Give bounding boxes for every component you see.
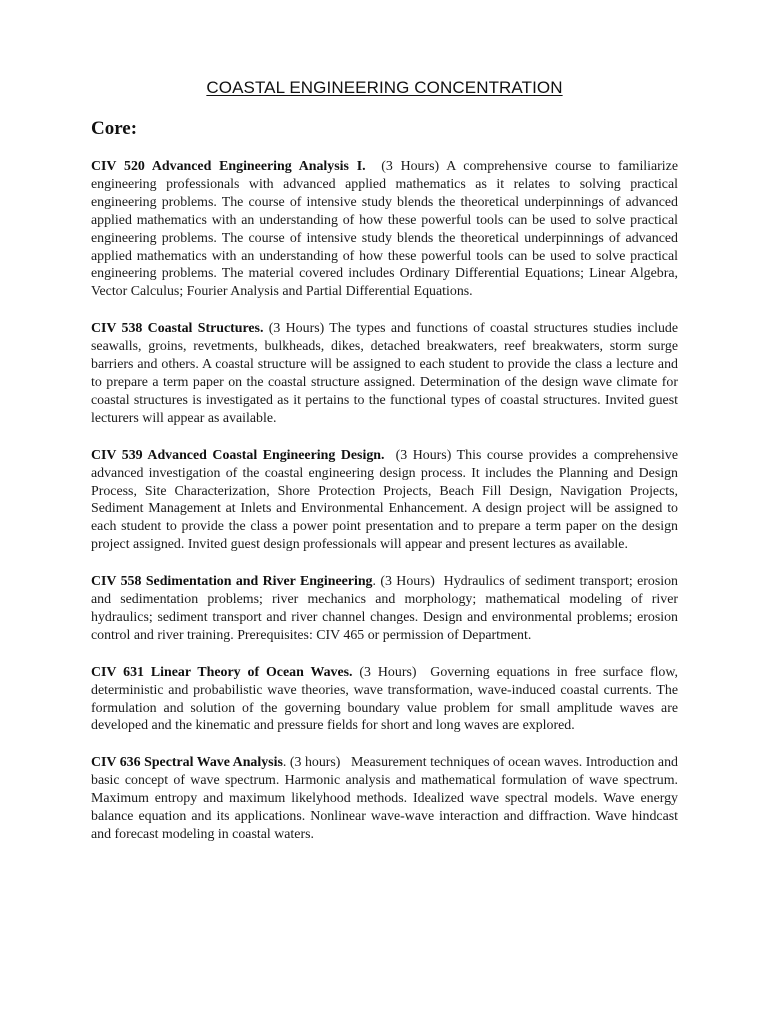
course-description: Governing equations in free surface flow, deterministic and probabilistic wave theories, wave transformation, wave-induced coastal currents. The formulation and solution of the governing boundary value problem for small amplitude waves are developed and the kinematic and pressure fields for short and long waves are explored. xyxy=(91,664,678,734)
course-entry-civ520 xyxy=(91,158,678,301)
course-description: Measurement techniques of ocean waves. Introduction and basic concept of wave spectrum. Harmonic analysis and mathematical formulation of wave spectrum. Maximum entropy and maximum likelyhood methods. Idealized wave spectral models. Wave energy balance equation and its applications. Nonlinear wave-wave interaction and diffraction. Wave hindcast and forecast modeling in coastal waters. xyxy=(91,755,678,842)
course-name: CIV 558 Sedimentation and River Engineering xyxy=(91,574,373,590)
course-hours: (3 Hours) xyxy=(359,664,417,680)
course-name: CIV 538 Coastal Structures. xyxy=(91,321,264,337)
course-entry-civ539 xyxy=(91,447,678,554)
page-title: COASTAL ENGINEERING CONCENTRATION xyxy=(206,78,563,97)
course-entry-civ558 xyxy=(91,573,678,645)
course-entry-civ636 xyxy=(91,754,678,844)
course-description: Hydraulics of sediment transport; erosion and sedimentation problems; river mechanics and morphology; mathematical modeling of river hydraulics; sediment transport and river channel changes. Design and environmental problems; erosion control and river training. Prerequisites: CIV 465 or permission of Department. xyxy=(91,574,678,643)
course-name: CIV 539 Advanced Coastal Engineering Design. xyxy=(91,447,385,463)
section-heading-core: Core: xyxy=(91,118,138,139)
course-hours: (3 Hours) xyxy=(395,447,452,463)
course-description: This course provides a comprehensive advanced investigation of the coastal engineering design process. It includes the Planning and Design Process, Site Characterization, Shore Protection Projects, Beach Fill Design, Navigation Projects, Sediment Management at Inlets and Environmental Enhancement. A design project will be assigned to each student to provide the class a power point presentation and to prepare a term paper on the design project assigned. Invited guest design professionals will appear and present lectures as available. xyxy=(91,447,678,553)
course-hours: . (3 hours) xyxy=(282,755,341,771)
course-name: CIV 520 Advanced Engineering Analysis I. xyxy=(91,159,366,174)
course-name: CIV 636 Spectral Wave Analysis xyxy=(91,755,283,771)
course-hours: (3 Hours) xyxy=(268,321,325,337)
course-hours: (3 Hours) xyxy=(381,159,440,174)
course-name: CIV 631 Linear Theory of Ocean Waves. xyxy=(91,664,353,680)
course-list xyxy=(91,158,678,863)
course-description: The types and functions of coastal structures studies include seawalls, groins, revetments, bulkheads, dikes, detached breakwaters, reef breakwaters, storm surge barriers and others. A coastal structure will be assigned to each student to provide the class a lecture and to prepare a term paper on the coastal structure assigned. Determination of the design wave climate for coastal structures is investigated as it pertains to the functional types of coastal structures. Invited guest lecturers will appear as available. xyxy=(91,321,679,426)
course-description: A comprehensive course to familiarize engineering professionals with advanced applied mathematics as it relates to solving practical engineering problems. The course of intensive study blends the theoretical underpinnings of advanced applied mathematics with an understanding of how these powerful tools can be used to solve practical engineering problems. The course of intensive study blends the theoretical underpinnings of advanced applied mathematics with an understanding of how these powerful tools can be used to solve practical engineering problems. The material covered includes Ordinary Differential Equations; Linear Algebra, Vector Calculus; Fourier Analysis and Partial Differential Equations. xyxy=(91,159,679,300)
course-entry-civ538 xyxy=(91,320,678,427)
course-hours: . (3 Hours) xyxy=(372,574,435,590)
course-entry-civ631 xyxy=(91,664,678,736)
